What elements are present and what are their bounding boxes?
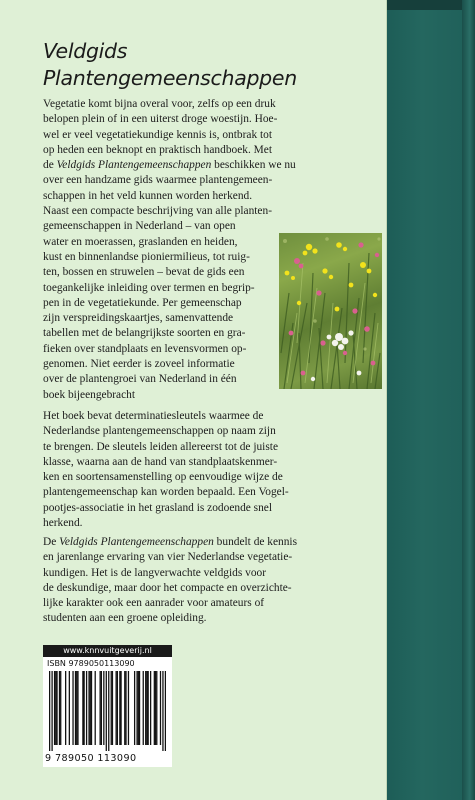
barcode-bar [69,671,70,745]
barcode-bar [120,671,121,745]
ean-barcode [49,671,166,751]
barcode-bar [83,671,84,745]
text-line: klasse, waarna aan de hand van standplaatskenmer- [43,455,278,468]
barcode-bar [146,671,147,745]
barcode-bar [148,671,149,745]
barcode-bar [88,671,89,745]
barcode-bar [86,671,87,745]
publisher-url: www.knnvuitgeverij.nl [43,645,172,657]
barcode-bar [119,671,120,745]
text-line: de Veldgids Plantengemeenschappen beschikken we nu [43,159,296,172]
barcode-bar [108,671,109,751]
barcode-bar [111,671,112,745]
title-line: Veldgids [43,39,128,63]
barcode-bar [75,671,76,745]
barcode-bar [134,671,135,745]
text-line: lijke karakter ook een aanrader voor amateurs of [43,597,265,610]
text-line: water en moerassen, graslanden en heiden, [43,235,238,248]
barcode-bar [165,671,166,751]
barcode-bar [90,671,91,745]
text-line: de deskundige, maar door het compacte en overzichte- [43,581,292,594]
text-line: De Veldgids Plantengemeenschappen bundelt de kennis [43,536,298,548]
text-line: ten, bossen en struwelen – bevat de gids een [43,266,245,279]
barcode-bar [117,671,118,745]
barcode-bar [139,671,140,745]
isbn-text: ISBN 9789050113090 [47,659,135,668]
barcode-bar [128,671,129,745]
text-line: en jarenlange ervaring van vier Nederlandse vegetatie- [43,551,293,564]
text-line: Het boek bevat determinatiesleutels waarmee de [43,410,264,422]
text-line: gemeenschappen in Nederland – van open [43,220,236,233]
text-line: Nederlandse plantengemeenschappen op naam zijn [43,425,276,438]
text-line: toegankelijke inleiding over termen en begrip- [43,281,255,294]
text-line: plantengemeenschap kan worden bepaald. Een Vogel- [43,486,289,499]
text-line: boek bijeengebracht [43,388,136,401]
barcode-bar [145,671,146,745]
text-line: kundigen. Het is de langverwachte veldgids voor [43,566,267,579]
text-line: belopen plein of in een uiterst droge woestijn. Hoe- [43,113,278,126]
barcode-bar [162,671,163,751]
ean-digits: 9 789050 113090 [45,753,137,764]
text-line: ken en soortensamenstelling op eenvoudige wijze de [43,471,283,484]
title-line: Plantengemeenschappen [43,66,297,90]
description-paragraph-3 [43,535,297,627]
description-paragraph-1 [43,97,296,403]
barcode-bar [55,671,56,745]
description-paragraph-2 [43,409,289,531]
book-title-italic: Veldgids Plantengemeenschappen [59,536,214,548]
barcode-bar [150,671,151,745]
text-line: op heden een beknopt en praktisch handboek. Met [43,143,273,156]
text-line: wel er veel vegetatiekundige kennis is, ontbrak tot [43,128,273,141]
barcode-bar [54,671,55,745]
text-line: kust en binnenlandse pioniermilieus, tot ruig- [43,250,250,263]
barcode-bar [138,671,139,745]
barcode-bar [60,671,61,745]
barcode-bar [143,671,144,745]
text-line: herkend. [43,517,83,530]
barcode-bar [106,671,107,751]
text-line: pootjes-associatie in het grasland is zodoende snel [43,501,273,514]
meadow-flowers-photo [279,233,382,389]
barcode-bar [116,671,117,745]
text-line: over de plantengroei van Nederland in één [43,373,237,386]
text-line: genomen. Niet eerder is zoveel informatie [43,358,235,371]
text-line: Naast een compacte beschrijving van alle planten- [43,205,272,218]
book-title-italic: Veldgids Plantengemeenschappen [56,159,212,172]
text-line: te brengen. De sleutels leiden allereerst tot de juiste [43,440,279,453]
barcode-bar [99,671,100,745]
barcode-bar [91,671,92,745]
barcode-bar [82,671,83,745]
barcode-bar [51,671,52,751]
barcode-bar [101,671,102,745]
text-line: over een handzame gids waarmee plantengemeen- [43,174,273,187]
barcode-bar [65,671,66,745]
text-line: pen in de vegetatiekunde. Per gemeenschap [43,296,242,309]
barcode-bar [154,671,155,745]
spine-band-edge [462,0,475,800]
barcode-bar [77,671,78,745]
barcode-bar [76,671,77,745]
text-line: schappen in het veld kunnen worden herkend. [43,189,253,202]
barcode-bar [156,671,157,745]
text-line: tabellen met de belangrijkste soorten en gra- [43,327,246,340]
barcode-bar [56,671,57,745]
barcode-bar [59,671,60,745]
barcode-bar [155,671,156,745]
barcode-bar [125,671,126,745]
barcode-bar [112,671,113,745]
barcode-bar [95,671,96,745]
barcode-bar [160,671,161,745]
barcode-bar [49,671,50,751]
text-line: zijn verspreidingskaartjes, samenvattende [43,312,234,325]
barcode-bar [103,671,104,745]
book-title [43,38,297,92]
text-line: fieken over standplaats en levensvormen op- [43,342,247,355]
text-line: studenten aan een groene opleiding. [43,612,207,625]
barcode-bar [124,671,125,745]
text-line: Vegetatie komt bijna overal voor, zelfs op een druk [43,98,276,110]
barcode-bar [72,671,73,745]
barcode-label [43,645,172,767]
barcode-bar [136,671,137,745]
